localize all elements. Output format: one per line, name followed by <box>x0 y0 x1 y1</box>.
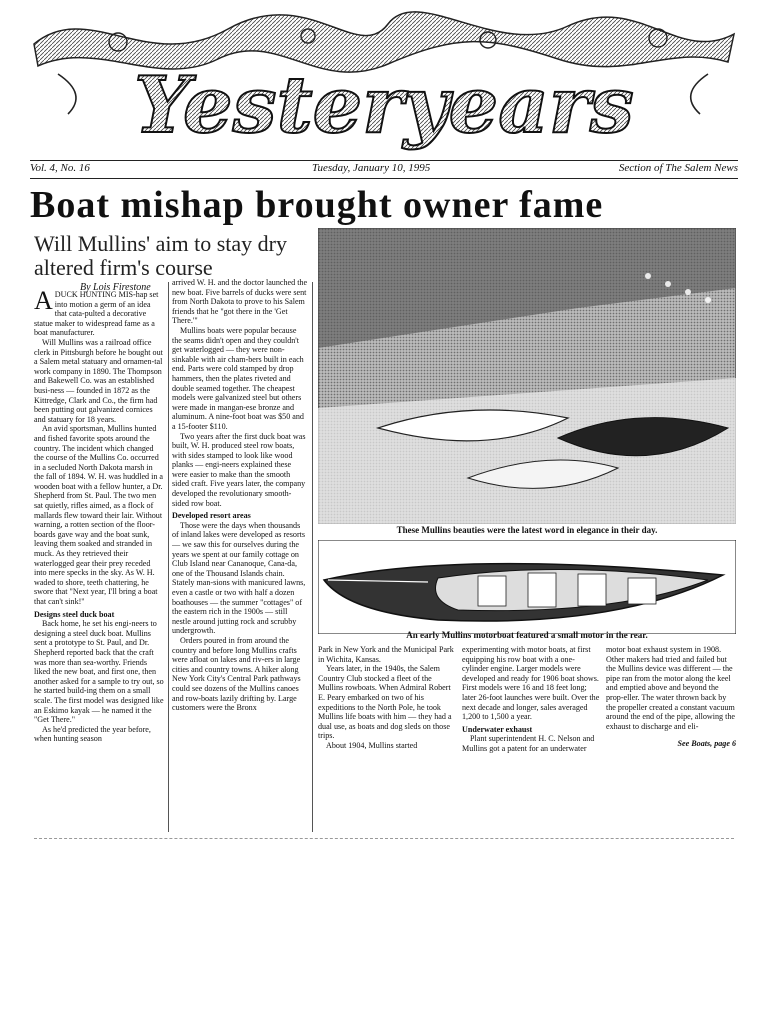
headline: Boat mishap brought owner fame <box>30 184 604 226</box>
paragraph: Orders poured in from around the country and before long Mullins crafts were afloat on lakes and riv-ers in large cities and country towns. A hiker along New York City's Central Park pathways could see dozens of the Mullins canoes and row-boats lazily drifting by. Large customers were the Bronx <box>172 635 301 713</box>
fold-line <box>34 838 734 840</box>
paragraph: motor boat exhaust system in 1908. Other makers had tried and failed but the Mullins device was different — the pipe ran from the motor along the keel and emptied above and beyond the prop-eller. The water thrown back by the propeller created a constant vacuum around the end of the pipe, allowing the exhaust to discharge and eli- <box>606 645 736 731</box>
paragraph: Mullins boats were popular because the seams didn't open and they couldn't get waterlogged — they were non-sinkable with air cham-bers built in each end. Parts were cold stamped by drop hammers, then the plates riveted and double seamed together. The cheapest models were galvanized steel but others were made in mangan-ese bronze and aluminum. A nine-foot boat was $50 and a 15-footer $110. <box>172 325 304 431</box>
volume-label: Vol. 4, No. 16 <box>30 162 90 174</box>
deck-subheadline: Will Mullins' aim to stay dry altered firm's course <box>34 231 288 280</box>
column-rule <box>312 282 313 832</box>
paragraph: experimenting with motor boats, at first equipping his row boat with a one-cylinder engine. Larger models were developed and ready for 1906 boat shows. First models were 16 and 18 feet long; later 26-foot launches were built. Over the next decade and longer, sales averaged 1,200 to 1,500 a year. <box>462 645 600 722</box>
paragraph: Back home, he set his engi-neers to designing a steel duck boat. Mullins sent a prototype to St. Paul, and Dr. Shepherd reported back that the craft was more than sea-worthy. Friends liked the new boat, and first one, then another asked for a sample to try out, so he started build-ing them on a small scale. The first model was designed like an Eskimo kayak — he named it the "Get There." <box>34 619 164 725</box>
drop-cap: A <box>34 290 53 315</box>
byline: By Lois Firestone <box>80 282 151 293</box>
masthead-row <box>30 160 738 179</box>
paragraph: Plant superintendent H. C. Nelson and Mullins got a patent for an underwater <box>462 734 595 753</box>
paragraph: Will Mullins was a railroad office clerk in Pittsburgh before he bought out a Salem metal statuary and ornamen-tal work company in 1890. The Thompson and Bakewell Co. was an established busi-ness — founded in 1872 as the Kittredge, Clark and Co., the firm had been putting out galvanized cornices and statuary for 18 years. <box>34 337 163 424</box>
date-label: Tuesday, January 10, 1995 <box>312 162 431 174</box>
paragraph: Two years after the first duck boat was built, W. H. produced steel row boats, with sides stamped to look like wood planks — engi-neers explained these were easier to make than the smooth sided craft. Five years later, the company developed the revolutionary smooth-sided row boat. <box>172 431 306 508</box>
column-rule <box>168 282 169 832</box>
paragraph: As he'd predicted the year before, when hunting season <box>34 724 151 744</box>
section-label: Section of The Salem News <box>618 162 738 174</box>
subhead: Underwater exhaust <box>462 724 533 734</box>
paragraph: arrived W. H. and the doctor launched the new boat. Five barrels of ducks were sent from North Dakota to prove to his Salem friends that he "got there in the 'Get There.'" <box>172 278 308 326</box>
showroom-photo <box>318 228 736 524</box>
subhead: Designs steel duck boat <box>34 609 115 619</box>
paragraph: An avid sportsman, Mullins hunted and fished favorite spots around the country. The incident which changed the course of the Mullins Co. occurred in a secluded North Dakota marsh in the fall of 1894. W. H. was huddled in a wooden boat with a fellow hunter, a Dr. Shepherd from St. Paul. The two men sat quietly, rifles aimed, as a flock of mallards flew toward their lair. Without warning, a rotten section of the floor-boards gave way and the boat sunk, leaving them soaked and stranded in muck. As they retrieved their waterlogged gear their prey receded into mere specks in the sky. As W. H. waded to shore, teeth chattering, he swore that "Next year, I'll bring a boat that can't sink!" <box>34 424 164 606</box>
jump-line: See Boats, page 6 <box>677 739 736 749</box>
paragraph: Those were the days when thousands of inland lakes were developed as resorts — we saw this for ourselves during the years we spent at our family cottage on Club Island near Cananoque, Cana-da, one of the Thousand Islands chain. Stately man-sions with manicured lawns, even a castle or two with half a dozen boathouses — the summer "cottages" of the eastern rich in the 1900s — still nestle around jutting rock and scrubby undergrowth. <box>172 520 306 636</box>
paragraph: Park in New York and the Municipal Park in Wichita, Kansas. <box>318 645 454 664</box>
subhead: Developed resort areas <box>172 511 251 521</box>
article-column-4 <box>462 645 600 830</box>
paragraph: About 1904, Mullins started <box>326 740 418 750</box>
yesteryears-banner <box>28 4 740 154</box>
photo-caption-1: These Mullins beauties were the latest word in elegance in their day. <box>396 525 658 535</box>
paragraph: Years later, in the 1940s, the Salem Country Club stocked a fleet of the Mullins rowboats. When Admiral Robert E. Peary embarked on two of his expeditions to the North Pole, he took Mullins life boats with him — they had a dual use, as boats and dog sleds on those trips. <box>318 664 452 741</box>
banner-title: Yesteryears <box>134 60 634 151</box>
article-column-1 <box>34 290 164 830</box>
paragraph: DUCK HUNTING MIS-hap set into motion a germ of an idea that cata-pulted a decorative statue maker to widespread fame as a boat manufacturer. <box>34 290 159 338</box>
motorboat-photo <box>318 540 736 634</box>
article-column-3 <box>318 645 456 830</box>
article-column-5 <box>606 645 736 835</box>
article-column-2 <box>172 278 308 830</box>
photo-caption-2: An early Mullins motorboat featured a small motor in the rear. <box>406 630 648 640</box>
